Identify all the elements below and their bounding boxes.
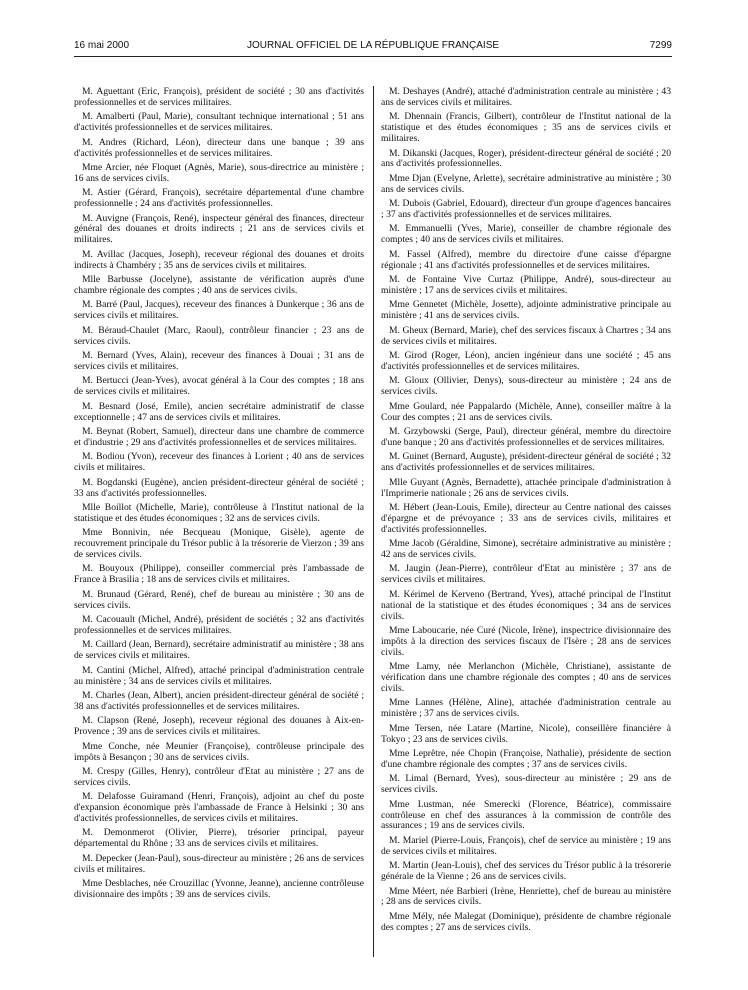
nomination-entry: Mme Arcier, née Floquet (Agnès, Marie), sous-directrice au ministère ; 16 ans de services civils.	[74, 161, 364, 184]
nomination-entry: M. Limal (Bernard, Yves), sous-directeur au ministère ; 29 ans de services civils.	[381, 773, 671, 796]
publication-date: 16 mai 2000	[74, 40, 130, 51]
right-column	[381, 87, 671, 937]
nomination-entry: M. Deshayes (André), attaché d'administration centrale au ministère ; 43 ans de services civils et militaires.	[381, 86, 671, 108]
nomination-entry: Mme Goulard, née Pappalardo (Michèle, Anne), conseiller maître à la Cour des comptes ; 21 ans de services civils.	[381, 400, 671, 423]
nomination-entry: M. Jaugin (Jean-Pierre), contrôleur d'Etat au ministère ; 37 ans de services civils et militaires.	[381, 563, 671, 586]
nomination-entry: M. Kérimel de Kerveno (Bertrand, Yves), attaché principal de l'Institut national de la statistique et des études économiques ; 34 ans de services civils.	[381, 588, 671, 622]
nomination-entry: M. Depecker (Jean-Paul), sous-directeur au ministère ; 26 ans de services civils et militaires.	[74, 852, 364, 875]
nomination-entry: Mme Conche, née Meunier (Françoise), contrôleuse principale des impôts à Besançon ; 30 ans de services civils.	[74, 740, 364, 763]
journal-title: JOURNAL OFFICIEL DE LA RÉPUBLIQUE FRANÇAISE	[246, 40, 500, 51]
nomination-entry: M. Cantini (Michel, Alfred), attaché principal d'administration centrale au ministère ; 34 ans de services civils et militaires.	[74, 664, 364, 687]
nomination-entry: M. Fassel (Alfred), membre du directoire d'une caisse d'épargne régionale ; 41 ans d'activités professionnelles et de services militaires.	[381, 248, 671, 271]
nomination-entry: M. Clapson (René, Joseph), receveur régional des douanes à Aix-en-Provence ; 39 ans de services civils et militaires.	[74, 715, 364, 738]
nomination-entry: Mme Mély, née Malegat (Dominique), présidente de chambre régionale des comptes ; 27 ans de services civils.	[381, 910, 671, 933]
nomination-entry: Mme Lannes (Hélène, Aline), attachée d'administration centrale au ministère ; 37 ans de services civils.	[381, 697, 671, 720]
nomination-entry: M. Andres (Richard, Léon), directeur dans une banque ; 39 ans d'activités professionnelles et de services militaires.	[74, 136, 364, 159]
page-number: 7299	[649, 40, 672, 51]
nomination-entry: Mme Leprêtre, née Chopin (Françoise, Nathalie), présidente de section d'une chambre régionale des comptes ; 37 ans de services civils.	[381, 748, 671, 770]
nomination-entry: M. Martin (Jean-Louis), chef des services du Trésor public à la trésorerie générale de la Vienne ; 26 ans de services civils.	[381, 860, 671, 883]
nomination-entry: M. Auvigne (François, René), inspecteur général des finances, directeur général des douanes et droits indirects ; 21 ans de services civils et militaires.	[74, 212, 364, 246]
nomination-entry: M. Gloux (Ollivier, Denys), sous-directeur au ministère ; 24 ans de services civils.	[381, 375, 671, 398]
nomination-entry: M. Bertucci (Jean-Yves), avocat général à la Cour des comptes ; 18 ans de services civils et militaires.	[74, 375, 364, 398]
nomination-entry: M. Dhennain (Francis, Gilbert), contrôleur de l'Institut national de la statistique et des études économiques ; 35 ans de services civils et militaires.	[381, 111, 671, 145]
nomination-entry: M. Astier (Gérard, François), secrétaire départemental d'une chambre professionnelle ; 24 ans d'activités professionnelles.	[74, 187, 364, 210]
nomination-entry: M. de Fontaine Vive Curtaz (Philippe, André), sous-directeur au ministère ; 17 ans de services civils et militaires.	[381, 274, 671, 296]
nomination-entry: Mme Lustman, née Smerecki (Florence, Béatrice), commissaire contrôleuse en chef des assurances à la commission de contrôle des assurances ; 19 ans de services civils.	[381, 798, 671, 832]
nomination-entry: Mlle Boillot (Michelle, Marie), contrôleuse à l'Institut national de la statistique et des études économiques ; 32 ans de services civils.	[74, 501, 364, 524]
nomination-entry: Mme Gennetet (Michèle, Josette), adjointe administrative principale au ministère ; 41 ans de services civils.	[381, 299, 671, 322]
nomination-entry: M. Cacouault (Michel, André), président de sociétés ; 32 ans d'activités professionnelles et de services militaires.	[74, 614, 364, 636]
nomination-entry: M. Grzybowski (Serge, Paul), directeur général, membre du directoire d'une banque ; 20 ans d'activités professionnelles et de services militaires.	[381, 425, 671, 448]
nomination-entry: M. Charles (Jean, Albert), ancien président-directeur général de société ; 38 ans d'activités professionnelles et de services militaires.	[74, 690, 364, 712]
nomination-entry: M. Avillac (Jacques, Joseph), receveur régional des douanes et droits indirects à Chambéry ; 35 ans de services civils et militaires.	[74, 248, 364, 271]
nomination-entry: Mme Laboucarie, née Curé (Nicole, Irène), inspectrice divisionnaire des impôts à la direction des services fiscaux de l'Isère ; 28 ans de services civils.	[381, 624, 671, 658]
nomination-entry: Mme Desblaches, née Crouzillac (Yvonne, Jeanne), ancienne contrôleuse divisionnaire des impôts ; 39 ans de services civils.	[74, 878, 364, 900]
nomination-entry: M. Dubois (Gabriel, Edouard), directeur d'un groupe d'agences bancaires ; 37 ans d'activités professionnelles et de services militaires.	[381, 198, 671, 221]
page-header	[74, 40, 672, 54]
nomination-entry: M. Beynat (Robert, Samuel), directeur dans une chambre de commerce et d'industrie ; 29 ans d'activités professionnelles et de services militaires.	[74, 425, 364, 448]
column-divider	[373, 86, 374, 957]
nomination-entry: Mme Méert, née Barbieri (Irène, Henriette), chef de bureau au ministère ; 28 ans de services civils.	[381, 885, 671, 908]
nomination-entry: M. Delafosse Guiramand (Henri, François), adjoint au chef du poste d'expansion économique près l'ambassade de France à Helsinki ; 30 ans d'activités professionnelles, de services civils et militaires.	[74, 791, 364, 825]
nomination-entry: Mme Tersen, née Latare (Martine, Nicole), conseillère financière à Tokyo ; 23 ans de services civils.	[381, 722, 671, 745]
nomination-entry: M. Crespy (Gilles, Henry), contrôleur d'Etat au ministère ; 27 ans de services civils.	[74, 765, 364, 788]
nomination-entry: M. Guinet (Bernard, Auguste), président-directeur général de société ; 32 ans d'activités professionnelles et de services militaires.	[381, 451, 671, 474]
nomination-entry: M. Emmanuelli (Yves, Marie), conseiller de chambre régionale des comptes ; 40 ans de services civils et militaires.	[381, 223, 671, 246]
nomination-entry: M. Demonmerot (Olivier, Pierre), trésorier principal, payeur départemental du Rhône ; 33 ans de services civils et militaires.	[74, 827, 364, 850]
nomination-entry: M. Gheux (Bernard, Marie), chef des services fiscaux à Chartres ; 34 ans de services civils et militaires.	[381, 324, 671, 347]
nomination-entry: Mme Lamy, née Merlanchon (Michèle, Christiane), assistante de vérification dans une chambre régionale des comptes ; 40 ans de services civils.	[381, 661, 671, 694]
nomination-entry: M. Mariel (Pierre-Louis, François), chef de service au ministère ; 19 ans de services civils et militaires.	[381, 834, 671, 857]
nomination-entry: Mlle Guyant (Agnès, Bernadette), attachée principale d'administration à l'Imprimerie nationale ; 26 ans de services civils.	[381, 476, 671, 499]
nomination-entry: M. Bernard (Yves, Alain), receveur des finances à Douai ; 31 ans de services civils et militaires.	[74, 350, 364, 372]
nomination-entry: M. Dikanski (Jacques, Roger), président-directeur général de société ; 20 ans d'activités professionnelles.	[381, 147, 671, 170]
nomination-entry: Mme Jacob (Géraldine, Simone), secrétaire administrative au ministère ; 42 ans de services civils.	[381, 538, 671, 561]
nomination-entry: M. Hébert (Jean-Louis, Emile), directeur au Centre national des caisses d'épargne et de prévoyance ; 33 ans de services civils, militaires et d'activités professionnelles.	[381, 501, 671, 535]
nomination-entry: M. Aguettant (Eric, François), président de société ; 30 ans d'activités professionnelles et de services militaires.	[74, 86, 364, 108]
nomination-entry: M. Bodiou (Yvon), receveur des finances à Lorient ; 40 ans de services civils et militaires.	[74, 451, 364, 474]
nomination-entry: M. Brunaud (Gérard, René), chef de bureau au ministère ; 30 ans de services civils.	[74, 588, 364, 611]
nomination-entry: M. Barré (Paul, Jacques), receveur des finances à Dunkerque ; 36 ans de services civils et militaires.	[74, 299, 364, 322]
left-column	[74, 87, 364, 904]
nomination-entry: Mme Djan (Evelyne, Arlette), secrétaire administrative au ministère ; 30 ans de services civils.	[381, 172, 671, 195]
nomination-entry: M. Bogdanski (Eugène), ancien président-directeur général de société ; 33 ans d'activités professionnelles.	[74, 476, 364, 499]
nomination-entry: M. Béraud-Chaulet (Marc, Raoul), contrôleur financier ; 23 ans de services civils.	[74, 324, 364, 347]
nomination-entry: M. Amalberti (Paul, Marie), consultant technique international ; 51 ans d'activités professionnelles et de services militaires.	[74, 111, 364, 134]
nomination-entry: M. Bouyoux (Philippe), conseiller commercial près l'ambassade de France à Brasilia ; 18 ans de services civils et militaires.	[74, 563, 364, 586]
nomination-entry: M. Besnard (José, Emile), ancien secrétaire administratif de classe exceptionnelle ; 47 ans de services civils et militaires.	[74, 400, 364, 423]
nomination-entry: M. Girod (Roger, Léon), ancien ingénieur dans une société ; 45 ans d'activités professionnelles et de services militaires.	[381, 350, 671, 372]
header-rule	[74, 56, 672, 57]
nomination-entry: Mme Bonnivin, née Becqueau (Monique, Gisèle), agente de recouvrement principale du Trésor public à la trésorerie de Vierzon ; 39 ans de services civils.	[74, 527, 364, 561]
nomination-entry: Mlle Barbusse (Jocelyne), assistante de vérification auprès d'une chambre régionale des comptes ; 40 ans de services civils.	[74, 274, 364, 296]
nomination-entry: M. Caillard (Jean, Bernard), secrétaire administratif au ministère ; 38 ans de services civils et militaires.	[74, 639, 364, 662]
